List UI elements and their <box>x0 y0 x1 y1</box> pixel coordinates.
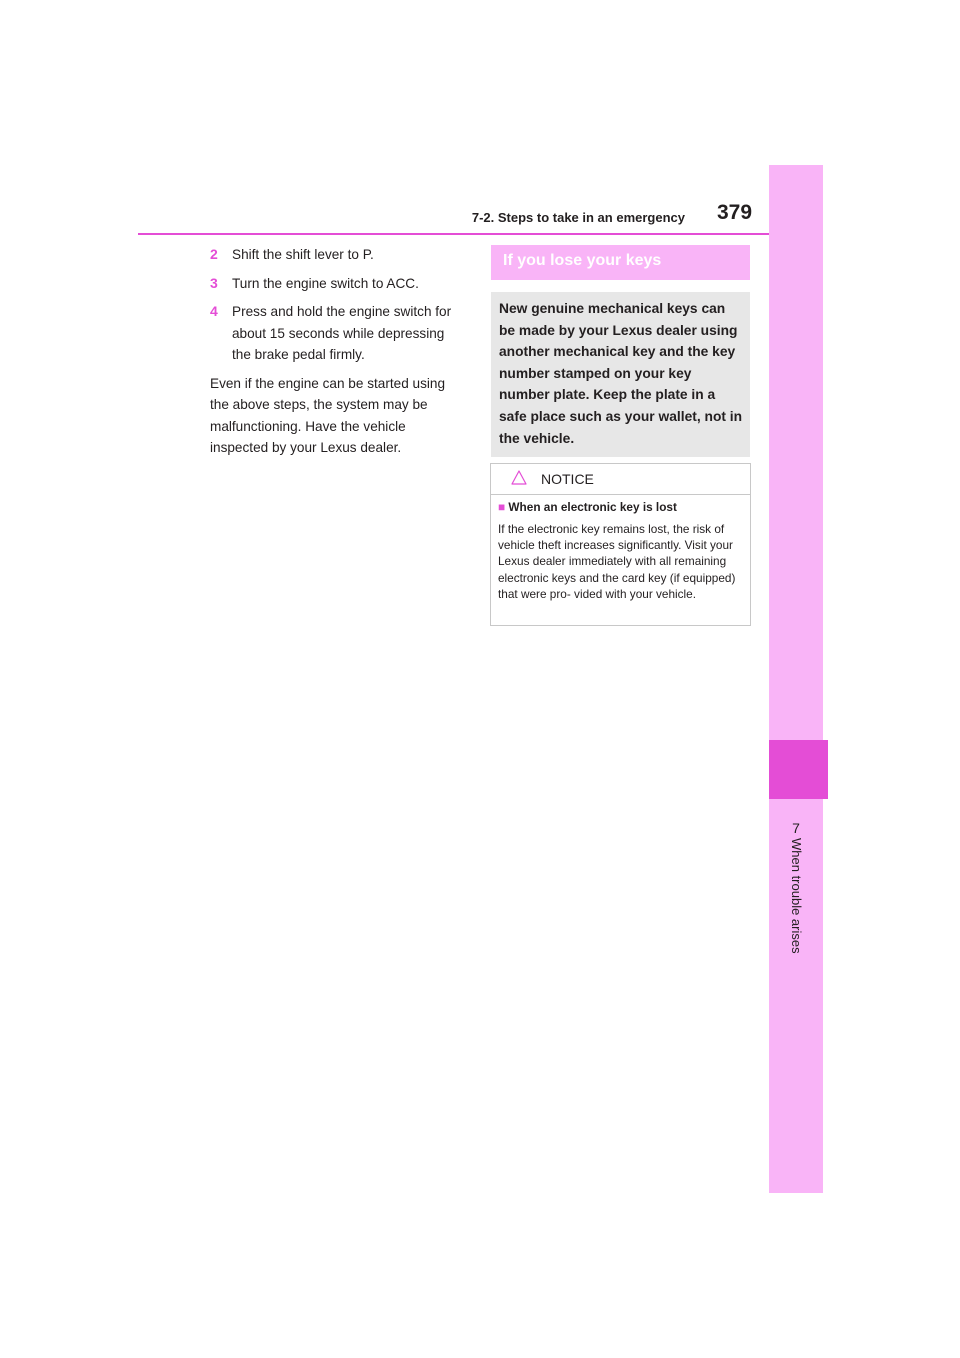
header-rule <box>138 233 769 235</box>
lost-keys-heading: If you lose your keys <box>503 252 662 269</box>
steps-column <box>210 244 466 459</box>
chapter-tab <box>769 740 828 799</box>
notice-header <box>491 464 750 495</box>
step-number: 4 <box>210 303 218 319</box>
step-number: 3 <box>210 274 218 291</box>
section-title: 7-2. Steps to take in an emergency <box>471 210 685 225</box>
notice-subheading <box>498 500 746 514</box>
lost-keys-intro: New genuine mechanical keys can be made by your Lexus dealer using another mechanical key and the key number stamped on your key number plate. Keep the plate in a safe place such as your wallet, not in the vehicle. <box>499 301 743 446</box>
lost-keys-heading-bar <box>491 245 750 280</box>
info-paragraph: Even if the engine can be started using the above steps, the system may be malfunctioning. Have the vehicle inspected by your Lexus dealer. <box>210 375 446 455</box>
step-number: 2 <box>210 246 218 262</box>
page-number: 379 <box>717 201 753 224</box>
step-item <box>210 244 466 266</box>
notice-label: NOTICE <box>541 471 594 487</box>
chapter-title: When trouble arises <box>789 838 804 954</box>
step-text: Turn the engine switch to ACC. <box>232 275 419 291</box>
step-item <box>210 301 466 366</box>
notice-body: If the electronic key remains lost, the risk of vehicle theft increases significantly. Visit your Lexus dealer immediately with all remaining electronic keys and the card key (if equipped) that were pro- vided with your vehicle. <box>498 522 736 601</box>
step-text: Shift the shift lever to P. <box>232 247 374 262</box>
notice-subheading-text: When an electronic key is lost <box>508 500 677 514</box>
lost-keys-intro-box <box>491 292 750 457</box>
step-text: Press and hold the engine switch for about 15 seconds while depressing the brake pedal firmly. <box>232 304 452 362</box>
step-item <box>210 273 466 295</box>
notice-box <box>490 463 751 626</box>
bullet-square-icon: ■ <box>498 500 506 514</box>
warning-triangle-icon <box>511 470 527 485</box>
chapter-number: 7 <box>792 820 800 836</box>
side-strip <box>769 165 823 1193</box>
